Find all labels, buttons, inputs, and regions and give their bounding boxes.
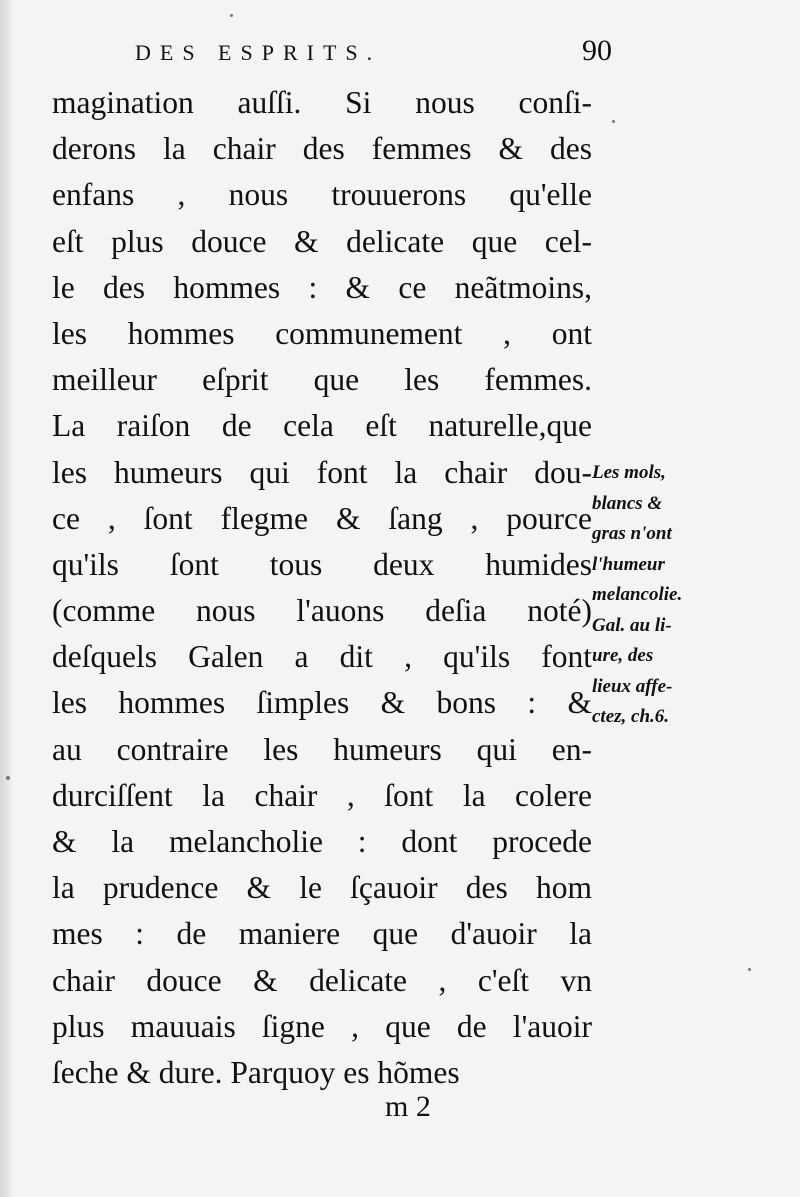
text-line: les humeurs qui font la chair dou- — [52, 454, 592, 490]
text-line: derons la chair des femmes & des — [52, 131, 592, 167]
text-line: deſquels Galen a dit , qu'ils font — [52, 639, 592, 675]
margin-note-line: gras n'ont — [592, 523, 672, 544]
signature-mark: m 2 — [385, 1090, 431, 1123]
text-line: eſt plus douce & delicate que cel- — [52, 223, 592, 259]
text-line: les hommes ſimples & bons : & — [52, 685, 592, 721]
print-speck — [230, 14, 233, 17]
body-text — [52, 80, 592, 1096]
text-line: qu'ils ſont tous deux humides — [52, 546, 592, 582]
text-line: La raiſon de cela eſt naturelle,que — [52, 408, 592, 444]
text-line: la prudence & le ſçauoir des hom — [52, 870, 592, 906]
margin-note — [592, 458, 742, 733]
text-line: les hommes communement , ont — [52, 315, 592, 351]
text-line: chair douce & delicate , c'eſt vn — [52, 962, 592, 998]
text-line: au contraire les humeurs qui en- — [52, 731, 592, 767]
margin-note-line: Gal. au li- — [592, 614, 672, 636]
text-line: enfans , nous trouuerons qu'elle — [52, 177, 592, 213]
text-line: durciſſent la chair , ſont la colere — [52, 777, 592, 813]
margin-note-line: ure, des — [592, 645, 654, 666]
text-line: ce , ſont flegme & ſang , pource — [52, 500, 592, 536]
text-line: le des hommes : & ce neãtmoins, — [52, 269, 592, 305]
print-speck — [6, 776, 10, 780]
margin-note-line: blancs & — [592, 492, 663, 514]
running-head: DES ESPRITS. — [135, 40, 382, 65]
margin-note-line: melancolie. — [592, 584, 683, 605]
text-line: ſeche & dure. Parquoy es hõmes — [52, 1054, 460, 1090]
page-number: 90 — [582, 34, 612, 67]
text-line: plus mauuais ſigne , que de l'auoir — [52, 1008, 592, 1044]
print-speck — [612, 120, 615, 123]
page-gutter-shadow — [0, 0, 14, 1197]
margin-note-line: lieux affe- — [592, 675, 673, 697]
margin-note-line: ctez, ch.6. — [592, 706, 670, 727]
margin-note-line: Les mols, — [592, 462, 666, 483]
text-line: mes : de maniere que d'auoir la — [52, 916, 592, 952]
text-line: maginatіon auſſi. Si nous conſi- — [52, 85, 592, 120]
margin-note-line: l'humeur — [592, 553, 665, 575]
text-line: meilleur eſprit que les femmes. — [52, 362, 592, 398]
text-line: (comme nous l'auons deſia noté) — [52, 593, 592, 629]
print-speck — [748, 968, 751, 971]
text-line: & la melancholie : dont procede — [52, 824, 592, 859]
